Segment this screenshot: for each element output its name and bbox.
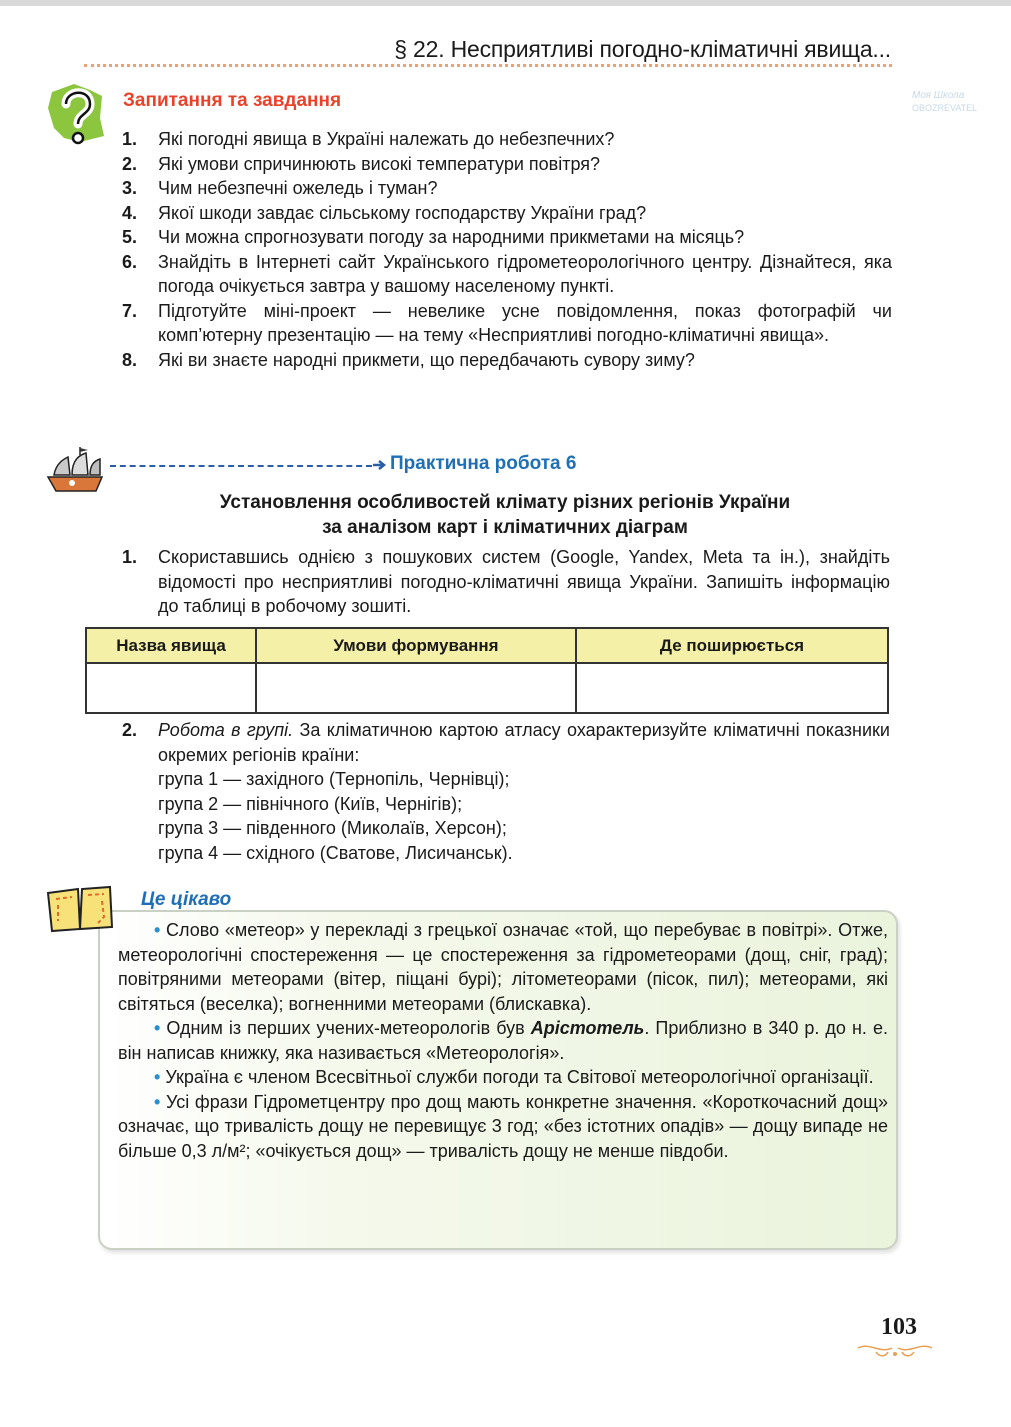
watermark-brand: OBOZREVATEL (912, 103, 978, 113)
task-1 (122, 545, 890, 619)
interesting-title: Це цікаво (141, 889, 232, 910)
question-number: 1. (122, 129, 138, 149)
column-header: Назва явища (86, 628, 256, 663)
question-item (122, 250, 892, 299)
fact-text: Одним із перших учених-метеорологів був (166, 1018, 531, 1038)
bullet-icon: • (154, 1018, 161, 1038)
ship-icon (42, 447, 108, 493)
question-item (122, 127, 892, 152)
task-number: 2. (122, 720, 138, 740)
table-row (86, 663, 888, 713)
question-item (122, 225, 892, 250)
column-header: Умови формування (256, 628, 576, 663)
fact-item (118, 918, 888, 1016)
ornament-icon (856, 1340, 934, 1362)
question-text: Знайдіть в Інтернеті сайт Українського гідрометеорологічного центру. Дізнайтеся, яка погода очікується завтра у вашому населеному пункті. (158, 251, 892, 296)
question-number: 7. (122, 300, 138, 321)
bullet-icon: • (154, 1091, 161, 1112)
fact-emphasis: Арістотель (530, 1018, 645, 1038)
task-number: 1. (122, 547, 138, 567)
bullet-icon: • (154, 1067, 161, 1087)
question-number: 8. (122, 349, 138, 370)
table-header-row (86, 628, 888, 663)
table-cell (576, 663, 888, 713)
question-mark-icon (44, 78, 108, 150)
question-item (122, 348, 892, 373)
question-text: Які ви знаєте народні прикмети, що передбачають сувору зиму? (158, 349, 695, 370)
question-item (122, 299, 892, 348)
question-item (122, 201, 892, 226)
fact-item (118, 1090, 888, 1164)
group-item: група 4 — східного (Сватове, Лисичанськ). (158, 842, 513, 863)
phenomena-table (85, 627, 889, 714)
bullet-icon: • (154, 920, 161, 940)
question-number: 4. (122, 202, 138, 223)
question-text: Чи можна спрогнозувати погоду за народними прикметами на місяць? (158, 227, 745, 247)
subtitle-line: за аналізом карт і кліматичних діаграм (322, 517, 688, 538)
question-number: 6. (122, 251, 138, 272)
table-cell (86, 663, 256, 713)
group-item: група 1 — західного (Тернопіль, Чернівці); (158, 769, 510, 789)
question-text: Підготуйте міні-проект — невелике усне повідомлення, показ фотографій чи комп’ютерну презентацію — на тему «Несприятливі погодно-кліматичні явища». (158, 300, 892, 345)
subtitle-line: Установлення особливостей клімату різних регіонів України (219, 492, 791, 513)
task-text (158, 718, 890, 767)
header-divider (84, 64, 892, 67)
question-text: Якої шкоди завдає сільському господарству України град? (158, 202, 647, 223)
fact-text: Україна є членом Всесвітньої служби погоди та Світової метеорологічної організації. (165, 1067, 874, 1087)
practical-work-subtitle (120, 490, 890, 540)
column-header: Де поширюється (576, 628, 888, 663)
task-text: Скориставшись однією з пошукових систем (Google, Yandex, Meta та ін.), знайдіть відомості про несприятливі погодно-кліматичні явища України. Запишіть інформацію до таблиці в робочому зошиті. (158, 547, 890, 616)
fact-text: Слово «метеор» у перекладі з грецької означає «той, що перебуває в повітрі». Отже, метеорологічні спостереження — це спостереження за гідрометеорами (дощ, сніг, град); повітряними метеорами (вітер, піщані бурі); літометеорами (пісок, пил); метеорами, які світяться (веселка); вогненними метеорами (блискавка). (118, 920, 888, 1014)
watermark (912, 90, 1006, 114)
question-item (122, 176, 892, 201)
question-number: 3. (122, 178, 138, 198)
watermark-brand: Моя Школа (912, 90, 965, 101)
group-item: група 2 — північного (Київ, Чернігів); (158, 793, 463, 814)
question-number: 5. (122, 227, 138, 247)
arrow-right-icon (371, 457, 387, 473)
table-cell (256, 663, 576, 713)
watermark-strip (912, 90, 1006, 154)
question-number: 2. (122, 153, 138, 174)
page-number: 103 (881, 1314, 917, 1340)
task-body: За кліматичною картою атласу охарактеризуйте кліматичні показники окремих регіонів країни: (158, 720, 890, 765)
question-text: Чим небезпечні ожеледь і туман? (158, 178, 438, 198)
top-border (0, 0, 1011, 6)
section-title: § 22. Несприятливі погодно-кліматичні явища... (394, 36, 891, 62)
questions-heading: Запитання та завдання (123, 90, 342, 111)
fact-text: . Приблизно в 340 р. до н. е. він написав книжку, яка називається «Метеорологія». (118, 1018, 888, 1063)
questions-list (122, 127, 892, 372)
group-list (122, 767, 890, 865)
group-item: група 3 — південного (Миколаїв, Херсон); (158, 818, 507, 838)
question-text: Які погодні явища в Україні належать до небезпечних? (158, 129, 615, 149)
question-item (122, 152, 892, 177)
arrow-connector (110, 465, 372, 467)
open-book-icon (44, 885, 116, 933)
task-lead: Робота в групі. (158, 720, 294, 740)
task-2 (122, 718, 890, 865)
fact-text: Усі фрази Гідрометцентру про дощ мають конкретне значення. «Короткочасний дощ» означає, що тривалість дощу не перевищує 3 год; «без істотних опадів» — дощу випаде не більше 0,3 л/м²; «очікується дощ» — тривалість дощу не менше півдоби. (118, 1091, 888, 1161)
fact-item (118, 1016, 888, 1065)
facts-list (118, 918, 888, 1163)
practical-work-title: Практична робота 6 (390, 453, 577, 474)
fact-item (118, 1065, 888, 1090)
question-text: Які умови спричинюють високі температури повітря? (158, 153, 601, 174)
